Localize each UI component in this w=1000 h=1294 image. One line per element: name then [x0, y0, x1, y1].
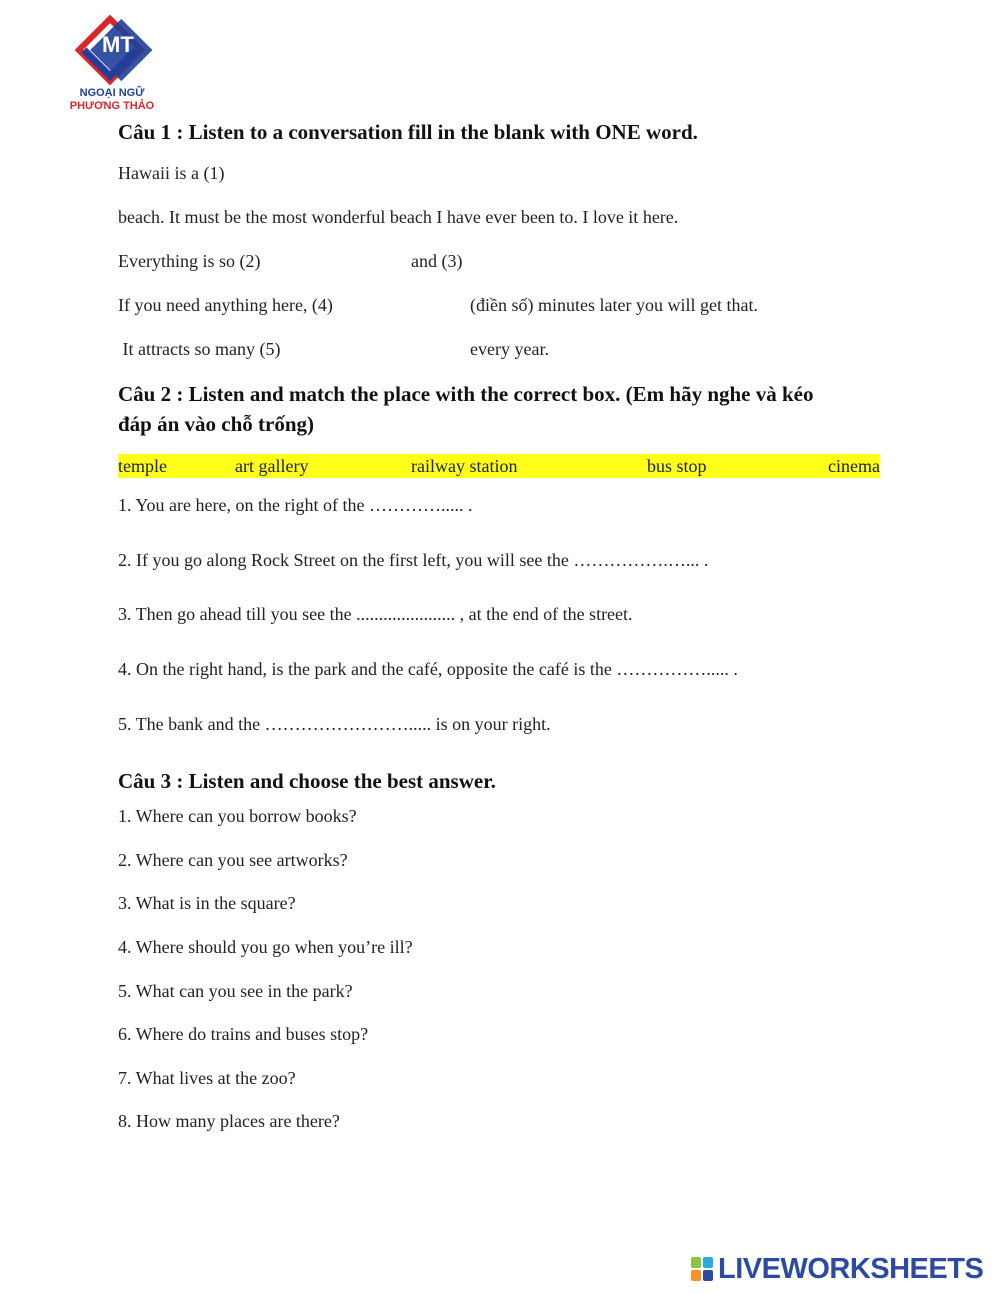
s3-item4: 4. Where should you go when you’re ill?	[118, 937, 413, 957]
mt-logo-mark	[62, 10, 162, 90]
live-badge-icon	[691, 1257, 715, 1283]
s3-item2: 2. Where can you see artworks?	[118, 850, 348, 870]
s3-item5: 5. What can you see in the park?	[118, 981, 353, 1001]
s2-item5: 5. The bank and the ……………………..... is on your right.	[118, 714, 551, 734]
s3-item1: 1. Where can you borrow books?	[118, 806, 357, 826]
word-bank	[118, 454, 880, 478]
word-bank-bus-stop[interactable]: bus stop	[647, 456, 707, 476]
s1-line4a: If you need anything here, (4)	[118, 295, 333, 315]
s1-line3b: and (3)	[411, 251, 463, 271]
s3-item6: 6. Where do trains and buses stop?	[118, 1024, 369, 1044]
section3-heading: Câu 3 : Listen and choose the best answer.	[118, 769, 496, 793]
s1-line4b: (điền số) minutes later you will get that.	[470, 295, 758, 315]
s1-line5a: It attracts so many (5)	[118, 339, 281, 359]
s2-item1: 1. You are here, on the right of the …………..... .	[118, 495, 473, 515]
s2-item4: 4. On the right hand, is the park and the café, opposite the café is the ……………..... .	[118, 659, 738, 679]
s3-item8: 8. How many places are there?	[118, 1111, 340, 1131]
s1-line3a: Everything is so (2)	[118, 251, 261, 271]
logo-mark-text: MT	[102, 32, 134, 57]
brand-name: LIVEWORKSHEETS	[718, 1253, 984, 1285]
word-bank-railway-station[interactable]: railway station	[411, 456, 518, 476]
s2-item2: 2. If you go along Rock Street on the first left, you will see the …………….…... .	[118, 550, 709, 570]
section2-heading-line2: đáp án vào chỗ trống)	[118, 412, 315, 436]
word-bank-cinema[interactable]: cinema	[828, 456, 880, 476]
section1-heading: Câu 1 : Listen to a conversation fill in the blank with ONE word.	[118, 120, 698, 144]
liveworksheets-logo	[691, 1252, 991, 1286]
word-bank-art-gallery[interactable]: art gallery	[235, 456, 309, 476]
word-bank-temple[interactable]: temple	[118, 456, 167, 476]
section2-heading-line1: Câu 2 : Listen and match the place with the correct box. (Em hãy nghe và kéo	[118, 382, 814, 406]
s1-line2: beach. It must be the most wonderful beach I have ever been to. I love it here.	[118, 207, 679, 227]
s1-line1: Hawaii is a (1)	[118, 163, 225, 183]
logo-line1: NGOẠI NGỮ	[79, 87, 145, 99]
s1-line5b: every year.	[470, 339, 549, 359]
s3-item3: 3. What is in the square?	[118, 893, 296, 913]
school-logo	[62, 10, 162, 114]
s3-item7: 7. What lives at the zoo?	[118, 1068, 296, 1088]
logo-line2: PHƯƠNG THẢO	[69, 100, 155, 112]
s2-item3: 3. Then go ahead till you see the ...................... , at the end of the street.	[118, 604, 633, 624]
